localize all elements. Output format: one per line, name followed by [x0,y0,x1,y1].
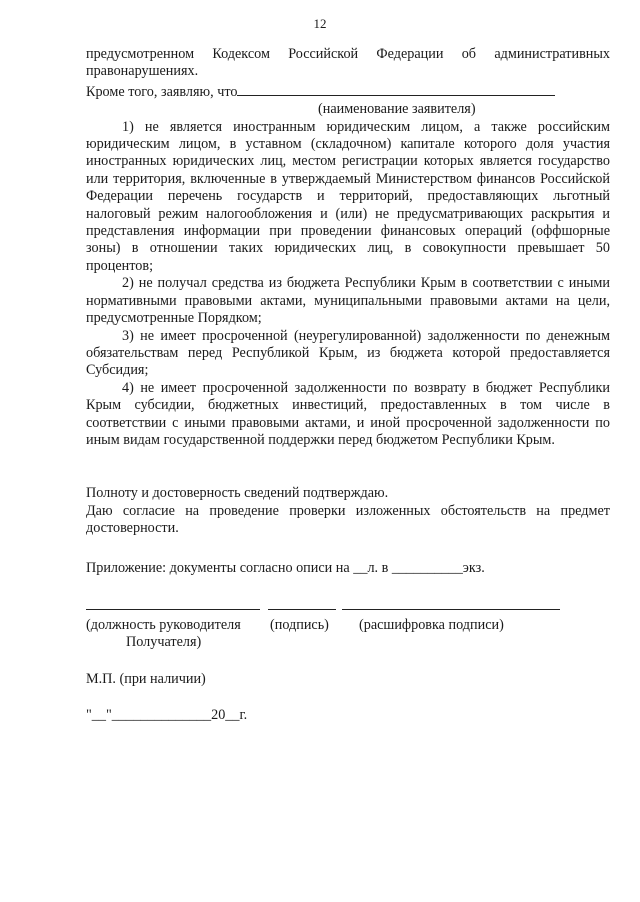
item-1: 1) не является иностранным юридическим лицом, а также российским юридическим лицом, в уставном (складочном) капитале которого доля участия иностранных юридических лиц, местом регистрации которых является государство или территория, включенные в утверждаемый Министерством финансов Российской Федерации перечень государств и территорий, предоставляющих льготный налоговый режим налогообложения и (или) не предусматривающих раскрытия и представления информации при проведении финансовых операций (оффшорные зоны) в отношении таких юридических лиц, в совокупности превышает 50 процентов; [86,118,610,274]
date-day-blank: __ [91,706,106,723]
copies-blank: __________ [391,559,463,576]
signature-lines [86,595,610,617]
position-line [86,609,260,610]
item-4: 4) не имеет просроченной задолженности по возврату в бюджет Республики Крым субсидии, бюджетных инвестиций, предоставленных в том числе в соответствии с иными правовыми актами, и иной просроченной задолженности по иным видам государственной поддержки перед бюджетом Республики Крым. [86,379,610,448]
date-line [86,707,610,724]
decode-caption: (расшифровка подписи) [359,616,504,633]
stamp-note: М.П. (при наличии) [86,671,206,688]
page-number: 12 [313,16,327,31]
sign-caption: (подпись) [270,616,329,633]
signature-captions [86,617,610,634]
document-body [86,46,610,724]
consent-text: Даю согласие на проведение проверки изложенных обстоятельств на предмет достоверности. [86,502,610,537]
item-3: 3) не имеет просроченной (неурегулированной) задолженности по денежным обязательствам перед Республикой Крым, из бюджета которой предоставляется Субсидия; [86,327,610,379]
signature-line [268,609,336,610]
date-quote-open: " [86,706,92,723]
statement-lead: Кроме того, заявляю, что [86,83,238,100]
date-suffix: г. [239,706,248,723]
attachment-middle: л. в [367,559,392,576]
applicant-name-blank [237,81,555,96]
statement-line [86,81,610,101]
sheets-blank: __ [353,559,368,576]
date-year: 20 [211,706,226,723]
date-month-blank: ______________ [111,706,212,723]
top-continuation: предусмотренном Кодексом Российской Федерации об административных правонарушениях. [86,46,610,80]
attachment-prefix: Приложение: документы согласно описи на [86,559,354,576]
applicant-caption: (наименование заявителя) [318,101,476,118]
position-caption-2: Получателя) [126,633,202,650]
item-2: 2) не получал средства из бюджета Республики Крым в соответствии с иными нормативными правовыми актами, муниципальными правовыми актами на цели, предусмотренные Порядком; [86,275,610,327]
attachment-suffix: экз. [462,559,485,576]
position-caption: (должность руководителя [86,616,241,633]
attachment-line [86,560,610,577]
date-year-blank: __ [225,706,240,723]
confirmation-text: Полноту и достоверность сведений подтверждаю. [86,485,389,502]
decoding-line [342,609,560,610]
date-quote-close: " [105,706,112,723]
